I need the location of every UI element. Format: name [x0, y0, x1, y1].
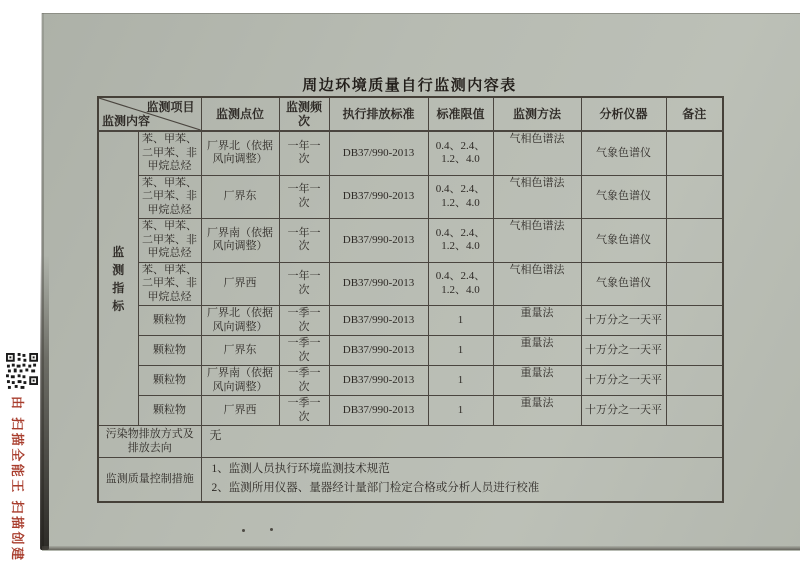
paper-bottom-edge	[42, 546, 800, 550]
row-group-label: 监测指标	[112, 244, 125, 313]
header-note: 备注	[666, 97, 723, 131]
cell-limit: 1	[428, 336, 493, 366]
cell-note	[666, 175, 723, 219]
cell-method: 气相色谱法	[493, 175, 581, 219]
cell-limit: 1	[428, 396, 493, 426]
cell-point: 厂界北（依据风向调整）	[201, 131, 279, 175]
staple-hole-dot	[242, 529, 245, 532]
cell-instrument: 十万分之一天平	[581, 306, 666, 336]
cell-frequency: 一年一次	[279, 175, 329, 219]
cell-standard: DB37/990-2013	[329, 306, 428, 336]
cell-limit: 1	[428, 306, 493, 336]
paper-left-shadow	[40, 255, 49, 550]
cell-note	[666, 366, 723, 396]
staple-hole-dot	[270, 528, 273, 531]
cell-limit: 0.4、2.4、1.2、4.0	[428, 175, 493, 219]
cell-point: 厂界西	[201, 396, 279, 426]
cell-limit: 1	[428, 366, 493, 396]
header-monitor-item: 监测项目	[146, 100, 195, 114]
document-title: 周边环境质量自行监测内容表	[302, 78, 517, 94]
qc-measure-line-1: 1、监测人员执行环境监测技术规范	[211, 463, 390, 476]
monitoring-table	[97, 96, 724, 503]
row-group-label-cell	[98, 131, 138, 426]
header-point: 监测点位	[201, 97, 279, 131]
cell-point: 厂界南（依据风向调整）	[201, 366, 279, 396]
header-frequency: 监测频次	[279, 97, 329, 131]
qr-code-icon	[6, 348, 38, 390]
cell-instrument: 气象色谱仪	[581, 219, 666, 263]
cell-method: 重量法	[493, 336, 581, 366]
cell-note	[666, 219, 723, 263]
footer-content-qc	[201, 458, 723, 502]
cell-method: 重量法	[493, 306, 581, 336]
footer-row-qc	[98, 458, 723, 502]
cell-item: 苯、甲苯、二甲苯、非甲烷总烃	[138, 262, 201, 306]
cell-note	[666, 336, 723, 366]
cell-item: 苯、甲苯、二甲苯、非甲烷总烃	[138, 175, 201, 219]
footer-content-discharge: 无	[201, 426, 723, 458]
table-row	[98, 262, 723, 306]
cell-standard: DB37/990-2013	[329, 131, 428, 175]
cell-method: 气相色谱法	[493, 262, 581, 306]
header-method: 监测方法	[493, 97, 581, 131]
header-instrument: 分析仪器	[581, 97, 666, 131]
cell-method: 气相色谱法	[493, 219, 581, 263]
cell-frequency: 一年一次	[279, 262, 329, 306]
cell-instrument: 十万分之一天平	[581, 396, 666, 426]
cell-frequency: 一季一次	[279, 336, 329, 366]
cell-item: 颗粒物	[138, 336, 201, 366]
cell-item: 颗粒物	[138, 366, 201, 396]
cell-instrument: 气象色谱仪	[581, 262, 666, 306]
table-row	[98, 175, 723, 219]
cell-frequency: 一季一次	[279, 306, 329, 336]
cell-point: 厂界南（依据风向调整）	[201, 219, 279, 263]
cell-limit: 0.4、2.4、1.2、4.0	[428, 262, 493, 306]
cell-item: 颗粒物	[138, 306, 201, 336]
footer-row-discharge	[98, 426, 723, 458]
cell-frequency: 一年一次	[279, 131, 329, 175]
qc-measure-line-2: 2、监测所用仪器、量器经计量部门检定合格或分析人员进行校准	[211, 482, 540, 495]
cell-point: 厂界东	[201, 336, 279, 366]
diagonal-header-cell	[98, 97, 201, 131]
cell-frequency: 一季一次	[279, 396, 329, 426]
cell-standard: DB37/990-2013	[329, 219, 428, 263]
footer-label-qc: 监测质量控制措施	[98, 458, 201, 502]
cell-item: 苯、甲苯、二甲苯、非甲烷总烃	[138, 219, 201, 263]
cell-note	[666, 262, 723, 306]
header-limit: 标准限值	[428, 97, 493, 131]
header-monitor-content: 监测内容	[102, 114, 151, 128]
cell-method: 气相色谱法	[493, 131, 581, 175]
cell-note	[666, 306, 723, 336]
cell-limit: 0.4、2.4、1.2、4.0	[428, 131, 493, 175]
table-row	[98, 219, 723, 263]
cell-instrument: 十万分之一天平	[581, 366, 666, 396]
cell-method: 重量法	[493, 366, 581, 396]
table-row	[98, 306, 723, 336]
cell-standard: DB37/990-2013	[329, 366, 428, 396]
table-row	[98, 336, 723, 366]
table-row	[98, 396, 723, 426]
table-header-row	[98, 97, 723, 131]
cell-frequency: 一年一次	[279, 219, 329, 263]
cell-point: 厂界东	[201, 175, 279, 219]
table-row	[98, 366, 723, 396]
cell-point: 厂界北（依据风向调整）	[201, 306, 279, 336]
cell-standard: DB37/990-2013	[329, 396, 428, 426]
cell-point: 厂界西	[201, 262, 279, 306]
cell-note	[666, 396, 723, 426]
cell-instrument: 十万分之一天平	[581, 336, 666, 366]
cell-note	[666, 131, 723, 175]
cell-standard: DB37/990-2013	[329, 175, 428, 219]
cell-instrument: 气象色谱仪	[581, 175, 666, 219]
cell-item: 苯、甲苯、二甲苯、非甲烷总烃	[138, 131, 201, 175]
cell-frequency: 一季一次	[279, 366, 329, 396]
table-row	[98, 131, 723, 175]
footer-label-discharge: 污染物排放方式及排放去向	[98, 426, 201, 458]
header-standard: 执行排放标准	[329, 97, 428, 131]
cell-instrument: 气象色谱仪	[581, 131, 666, 175]
cell-limit: 0.4、2.4、1.2、4.0	[428, 219, 493, 263]
cell-item: 颗粒物	[138, 396, 201, 426]
cell-method: 重量法	[493, 396, 581, 426]
cell-standard: DB37/990-2013	[329, 336, 428, 366]
cell-standard: DB37/990-2013	[329, 262, 428, 306]
camscanner-watermark-text: 由 扫描全能王 扫描创建	[10, 396, 25, 563]
